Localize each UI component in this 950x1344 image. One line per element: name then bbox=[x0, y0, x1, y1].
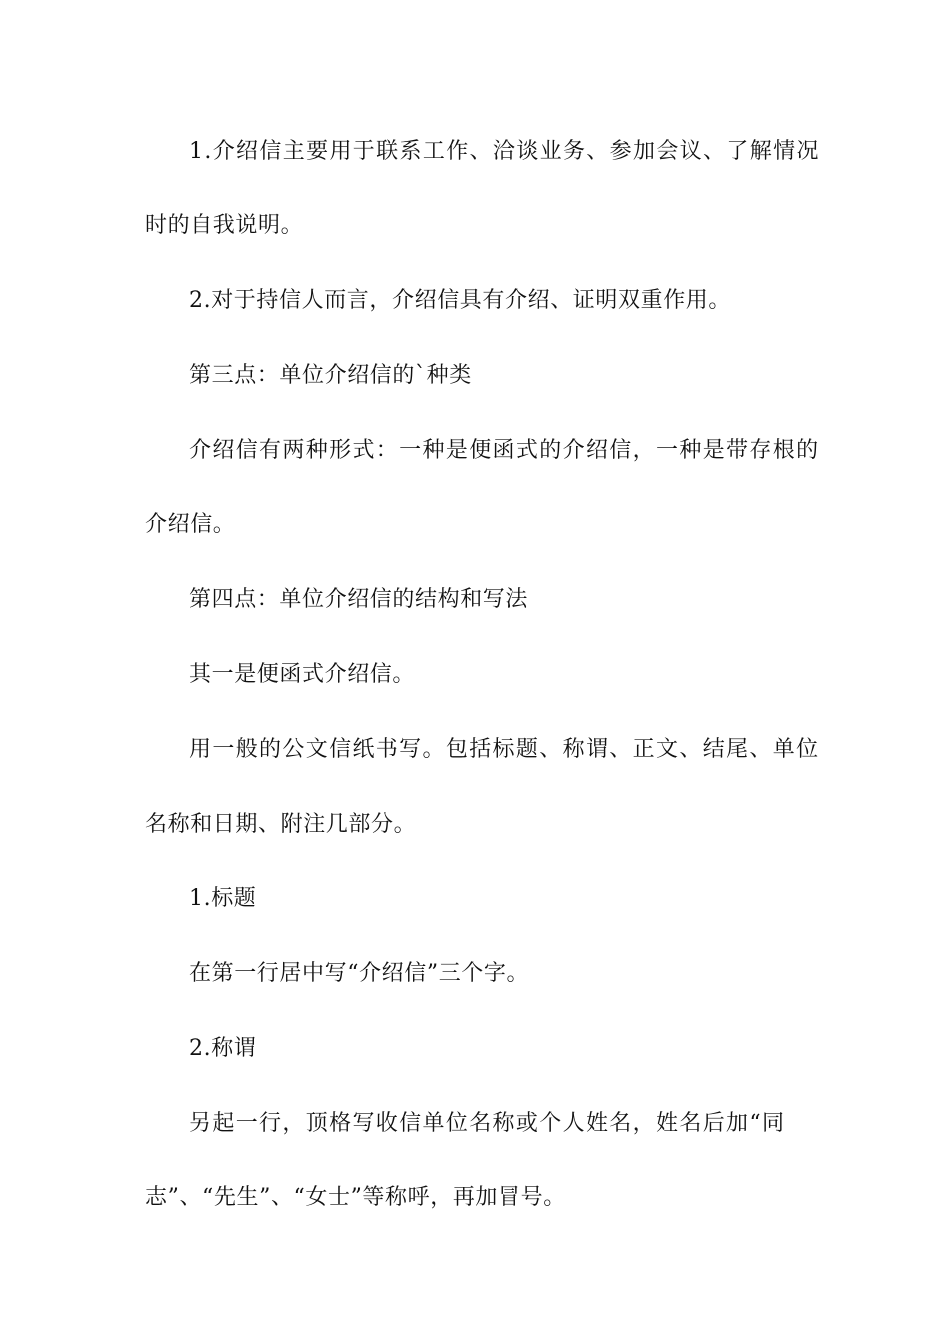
subheading-salutation: 2.称谓 bbox=[189, 1036, 257, 1061]
paragraph-title-instruction: 在第一行居中写“介绍信”三个字。 bbox=[189, 961, 530, 986]
paragraph-4-line-1: 介绍信有两种形式：一种是便函式的介绍信，一种是带存根的 bbox=[189, 438, 820, 463]
paragraph-7-line-1: 用一般的公文信纸书写。包括标题、称谓、正文、结尾、单位 bbox=[189, 737, 820, 762]
paragraph-6: 其一是便函式介绍信。 bbox=[189, 662, 416, 687]
paragraph-2: 2.对于持信人而言，介绍信具有介绍、证明双重作用。 bbox=[189, 288, 731, 313]
paragraph-7-line-2: 名称和日期、附注几部分。 bbox=[145, 812, 417, 837]
paragraph-salutation-line-1: 另起一行，顶格写收信单位名称或个人姓名，姓名后加“同 bbox=[189, 1111, 786, 1136]
section-heading-four: 第四点：单位介绍信的结构和写法 bbox=[189, 587, 529, 612]
subheading-title: 1.标题 bbox=[189, 886, 257, 911]
paragraph-1-line-1: 1.介绍信主要用于联系工作、洽谈业务、参加会议、了解情况 bbox=[189, 139, 820, 164]
paragraph-1-line-2: 时的自我说明。 bbox=[145, 213, 304, 238]
section-heading-three: 第三点：单位介绍信的`种类 bbox=[189, 363, 472, 388]
paragraph-salutation-line-2: 志”、“先生”、“女士”等称呼，再加冒号。 bbox=[145, 1185, 566, 1210]
paragraph-4-line-2: 介绍信。 bbox=[145, 512, 236, 537]
